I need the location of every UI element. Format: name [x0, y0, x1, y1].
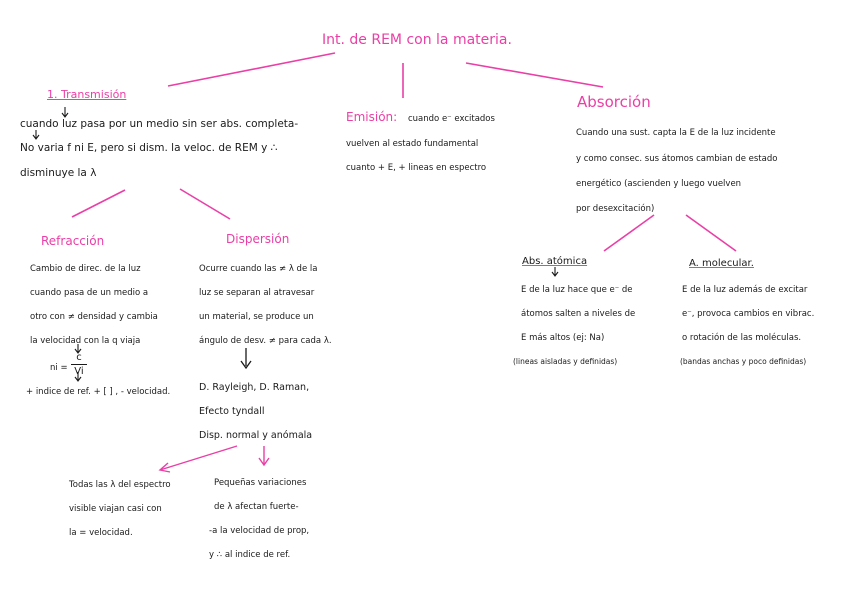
emision-line-1: cuando e⁻ excitados	[408, 114, 495, 124]
transmision-line-1: cuando luz pasa por un medio sin ser abs. completa-	[20, 118, 299, 130]
abs-molecular-line-3: o rotación de las moléculas.	[682, 333, 802, 343]
connector-transmision-refraccion	[72, 190, 125, 217]
dispersion-type-3: Disp. normal y anómala	[199, 430, 313, 441]
connector-absorcion-atomica	[604, 215, 654, 251]
dispersion-anomala-line-1: Pequeñas variaciones	[214, 478, 307, 488]
abs-atomica-line-3: E más altos (ej: Na)	[521, 333, 605, 343]
refraccion-line-1: Cambio de direc. de la luz	[30, 264, 141, 274]
map-title: Int. de REM con la materia.	[322, 32, 512, 48]
dispersion-anomala-line-4: y ∴ al indice de ref.	[209, 550, 291, 560]
dispersion-normal-line-2: visible viajan casi con	[69, 504, 162, 514]
dispersion-normal-line-3: la = velocidad.	[69, 528, 133, 538]
transmision-line-3: disminuye la λ	[20, 167, 97, 179]
connector-title-absorcion	[466, 63, 603, 87]
absorcion-line-3: energético (ascienden y luego vuelven	[576, 179, 742, 189]
dispersion-line-1: Ocurre cuando las ≠ λ de la	[199, 264, 318, 274]
absorcion-line-2: y como consec. sus átomos cambian de estado	[576, 154, 778, 164]
dispersion-line-2: luz se separan al atravesar	[199, 288, 315, 298]
connector-dispersion-normal	[160, 446, 237, 470]
connector-title-transmision	[168, 53, 335, 86]
abs-atomica-line-1: E de la luz hace que e⁻ de	[521, 285, 633, 295]
transmision-heading: 1. Transmisión	[47, 88, 127, 101]
absorcion-heading: Absorción	[577, 93, 651, 111]
dispersion-line-3: un material, se produce un	[199, 312, 314, 322]
emision-heading: Emisión:	[346, 110, 398, 124]
dispersion-line-4: ángulo de desv. ≠ para cada λ.	[199, 336, 332, 346]
refraccion-heading: Refracción	[41, 234, 105, 248]
refraccion-result: + indice de ref. + [ ] , - velocidad.	[26, 387, 171, 397]
connector-absorcion-molecular	[686, 215, 736, 251]
absorcion-line-4: por desexcitación)	[576, 204, 655, 214]
emision-line-3: cuanto + E, + lineas en espectro	[346, 163, 487, 173]
dispersion-type-1: D. Rayleigh, D. Raman,	[199, 382, 310, 393]
refraccion-line-2: cuando pasa de un medio a	[30, 288, 149, 298]
abs-atomica-line-4: (lineas aisladas y definidas)	[513, 357, 618, 366]
formula-denominator: Vi	[74, 366, 84, 377]
dispersion-anomala-line-2: de λ afectan fuerte-	[214, 502, 299, 512]
dispersion-normal-line-1: Todas las λ del espectro	[69, 480, 171, 490]
refraccion-line-4: la velocidad con la q viaja	[30, 336, 141, 346]
dispersion-type-2: Efecto tyndall	[199, 406, 265, 417]
abs-molecular-line-2: e⁻, provoca cambios en vibrac.	[682, 309, 815, 319]
transmision-line-2: No varia f ni E, pero si dism. la veloc. de REM y ∴	[20, 142, 278, 154]
abs-molecular-line-4: (bandas anchas y poco definidas)	[680, 357, 807, 366]
dispersion-heading: Dispersión	[226, 232, 290, 246]
emision-line-2: vuelven al estado fundamental	[346, 139, 479, 149]
formula-numerator: c	[76, 352, 82, 363]
abs-molecular-heading: A. molecular.	[689, 258, 754, 269]
abs-atomica-line-2: átomos salten a niveles de	[521, 309, 636, 319]
refraccion-formula-lhs: ni =	[50, 363, 68, 373]
refraccion-line-3: otro con ≠ densidad y cambia	[30, 312, 158, 322]
refraccion-formula-fraction	[70, 352, 88, 377]
absorcion-line-1: Cuando una sust. capta la E de la luz incidente	[576, 128, 776, 138]
abs-atomica-heading: Abs. atómica	[522, 256, 588, 267]
abs-molecular-line-1: E de la luz además de excitar	[682, 285, 808, 295]
connector-transmision-dispersion	[180, 189, 230, 219]
dispersion-anomala-line-3: -a la velocidad de prop,	[209, 526, 310, 536]
